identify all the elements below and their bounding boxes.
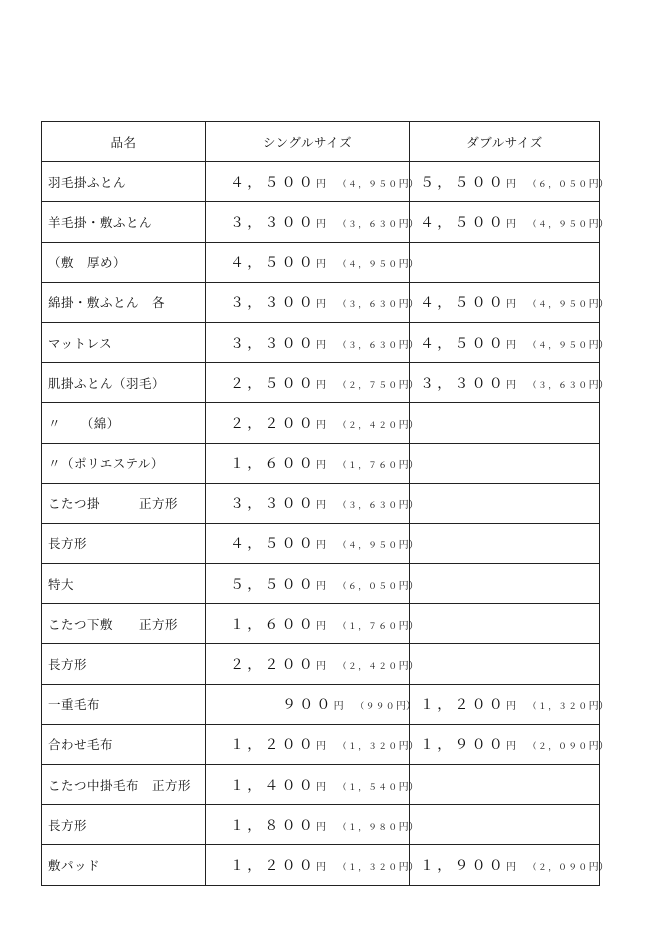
item-name: 〃（ポリエステル）: [42, 443, 206, 483]
price-value: ４，５００: [230, 255, 316, 272]
double-price-cell: [410, 242, 600, 282]
tax-yen-unit: 円）: [398, 178, 419, 190]
price-value: ４，５００: [230, 536, 316, 553]
tax-yen-unit: 円）: [398, 460, 419, 472]
item-name: （敷 厚め）: [42, 242, 206, 282]
item-name: 合わせ毛布: [42, 724, 206, 764]
price-value: １，６００: [230, 456, 316, 473]
yen-unit: 円: [316, 620, 326, 632]
item-name: 長方形: [42, 805, 206, 845]
yen-unit: 円: [316, 460, 326, 472]
single-price-cell: [206, 322, 419, 362]
yen-unit: 円: [316, 259, 326, 271]
price-value: ２，２００: [230, 657, 316, 674]
price-value: ４，５００: [230, 174, 316, 191]
tax-yen-unit: 円）: [588, 178, 609, 190]
single-price-cell: [206, 805, 419, 845]
single-price-cell: [206, 684, 417, 724]
double-price-cell: [410, 322, 609, 362]
header-item-name: 品名: [42, 122, 206, 162]
yen-unit: 円: [506, 741, 516, 753]
price-value: ９００: [282, 697, 334, 714]
tax-included-price: （１，３２０: [528, 702, 589, 713]
tax-included-price: （２，０９０: [528, 862, 589, 873]
item-name: 綿掛・敷ふとん 各: [42, 282, 206, 322]
tax-yen-unit: 円）: [398, 540, 419, 552]
price-value: １，６００: [230, 616, 316, 633]
tax-included-price: （９９０: [355, 702, 397, 713]
tax-yen-unit: 円）: [398, 620, 419, 632]
double-price-cell: [410, 363, 609, 403]
yen-unit: 円: [333, 701, 344, 713]
single-price-cell: [206, 644, 419, 684]
tax-yen-unit: 円）: [398, 741, 419, 753]
price-value: ２，２００: [230, 415, 316, 432]
tax-yen-unit: 円）: [588, 741, 609, 753]
price-value: ３，３００: [230, 335, 316, 352]
double-price-cell: [410, 765, 600, 805]
price-value: ３，３００: [230, 214, 316, 231]
double-price-cell: [410, 523, 600, 563]
price-value: ３，３００: [230, 295, 316, 312]
yen-unit: 円: [316, 861, 326, 873]
yen-unit: 円: [506, 701, 516, 713]
yen-unit: 円: [316, 218, 326, 230]
table-row: [42, 644, 600, 684]
price-table: [41, 121, 609, 886]
yen-unit: 円: [506, 861, 516, 873]
item-name: こたつ掛 正方形: [42, 483, 206, 523]
double-price-cell: [410, 684, 609, 724]
tax-yen-unit: 円）: [588, 218, 609, 230]
yen-unit: 円: [506, 299, 516, 311]
price-value: １，２００: [230, 737, 316, 754]
double-price-cell: [410, 724, 609, 764]
item-name: 羊毛掛・敷ふとん: [42, 202, 206, 242]
single-price-cell: [206, 564, 419, 604]
tax-included-price: （３，６３０: [338, 340, 399, 351]
table-row: [42, 523, 600, 563]
tax-included-price: （４，９５０: [528, 300, 589, 311]
tax-yen-unit: 円）: [398, 419, 419, 431]
table-row: [42, 202, 600, 242]
table-row: [42, 805, 600, 845]
yen-unit: 円: [316, 419, 326, 431]
header-row: [42, 122, 600, 162]
price-value: １，９００: [420, 737, 506, 754]
price-sheet: [41, 121, 609, 886]
yen-unit: 円: [316, 500, 326, 512]
tax-yen-unit: 円）: [398, 861, 419, 873]
single-price-cell: [206, 202, 419, 242]
tax-included-price: （２，４２０: [338, 420, 399, 431]
single-price-cell: [206, 523, 419, 563]
table-row: [42, 483, 600, 523]
tax-yen-unit: 円）: [588, 339, 609, 351]
header-single-size: シングルサイズ: [206, 122, 410, 162]
item-name: 長方形: [42, 523, 206, 563]
tax-included-price: （１，３２０: [338, 862, 399, 873]
tax-included-price: （３，６３０: [338, 219, 399, 230]
single-price-cell: [206, 443, 419, 483]
yen-unit: 円: [316, 741, 326, 753]
tax-yen-unit: 円）: [398, 299, 419, 311]
tax-included-price: （２，７５０: [338, 380, 399, 391]
tax-included-price: （４，９５０: [528, 219, 589, 230]
double-price-cell: [410, 604, 600, 644]
table-row: [42, 242, 600, 282]
single-price-cell: [206, 724, 419, 764]
double-price-cell: [410, 805, 600, 845]
price-value: ４，５００: [420, 214, 506, 231]
table-row: [42, 684, 600, 724]
tax-included-price: （１，７６０: [338, 461, 399, 472]
price-value: ２，５００: [230, 375, 316, 392]
tax-yen-unit: 円）: [398, 339, 419, 351]
yen-unit: 円: [316, 178, 326, 190]
price-value: ５，５００: [420, 174, 506, 191]
tax-yen-unit: 円）: [398, 218, 419, 230]
yen-unit: 円: [316, 339, 326, 351]
price-value: １，２００: [420, 697, 506, 714]
double-price-cell: [410, 564, 600, 604]
item-name: 一重毛布: [42, 684, 206, 724]
single-price-cell: [206, 403, 419, 443]
price-value: １，８００: [230, 817, 316, 834]
tax-included-price: （６，０５０: [528, 179, 589, 190]
yen-unit: 円: [506, 218, 516, 230]
tax-yen-unit: 円）: [398, 379, 419, 391]
price-value: ３，３００: [230, 496, 316, 513]
table-row: [42, 282, 600, 322]
item-name: こたつ中掛毛布 正方形: [42, 765, 206, 805]
tax-included-price: （２，０９０: [528, 742, 589, 753]
yen-unit: 円: [316, 781, 326, 793]
item-name: 長方形: [42, 644, 206, 684]
tax-yen-unit: 円）: [588, 379, 609, 391]
price-value: ５，５００: [230, 576, 316, 593]
tax-included-price: （１，３２０: [338, 742, 399, 753]
item-name: 特大: [42, 564, 206, 604]
double-price-cell: [410, 162, 609, 202]
double-price-cell: [410, 845, 609, 885]
tax-included-price: （３，６３０: [338, 501, 399, 512]
table-row: [42, 765, 600, 805]
yen-unit: 円: [316, 580, 326, 592]
double-price-cell: [410, 483, 600, 523]
yen-unit: 円: [316, 299, 326, 311]
tax-yen-unit: 円）: [398, 661, 419, 673]
double-price-cell: [410, 282, 609, 322]
double-price-cell: [410, 202, 609, 242]
tax-included-price: （１，７６０: [338, 621, 399, 632]
tax-included-price: （４，９５０: [338, 179, 399, 190]
tax-yen-unit: 円）: [398, 781, 419, 793]
single-price-cell: [206, 242, 419, 282]
tax-included-price: （２，４２０: [338, 662, 399, 673]
table-row: [42, 162, 600, 202]
yen-unit: 円: [316, 661, 326, 673]
table-row: [42, 403, 600, 443]
yen-unit: 円: [506, 379, 516, 391]
single-price-cell: [206, 604, 419, 644]
price-value: ３，３００: [420, 375, 506, 392]
tax-yen-unit: 円）: [398, 580, 419, 592]
table-row: [42, 564, 600, 604]
tax-included-price: （４，９５０: [338, 541, 399, 552]
double-price-cell: [410, 644, 600, 684]
tax-included-price: （１，９８０: [338, 822, 399, 833]
double-price-cell: [410, 403, 600, 443]
single-price-cell: [206, 845, 419, 885]
double-price-cell: [410, 443, 600, 483]
item-name: こたつ下敷 正方形: [42, 604, 206, 644]
header-double-size: ダブルサイズ: [410, 122, 600, 162]
table-row: [42, 322, 600, 362]
item-name: 〃 （綿）: [42, 403, 206, 443]
price-value: ４，５００: [420, 335, 506, 352]
price-value: １，４００: [230, 777, 316, 794]
tax-yen-unit: 円）: [398, 821, 419, 833]
yen-unit: 円: [316, 379, 326, 391]
price-value: １，９００: [420, 857, 506, 874]
tax-included-price: （１，５４０: [338, 782, 399, 793]
price-value: ４，５００: [420, 295, 506, 312]
single-price-cell: [206, 162, 419, 202]
yen-unit: 円: [506, 339, 516, 351]
tax-included-price: （６，０５０: [338, 581, 399, 592]
single-price-cell: [206, 363, 419, 403]
item-name: 敷パッド: [42, 845, 206, 885]
item-name: 羽毛掛ふとん: [42, 162, 206, 202]
single-price-cell: [206, 282, 419, 322]
item-name: 肌掛ふとん（羽毛）: [42, 363, 206, 403]
yen-unit: 円: [316, 540, 326, 552]
yen-unit: 円: [506, 178, 516, 190]
tax-included-price: （３，６３０: [338, 300, 399, 311]
single-price-cell: [206, 765, 419, 805]
item-name: マットレス: [42, 322, 206, 362]
single-price-cell: [206, 483, 419, 523]
tax-yen-unit: 円）: [588, 701, 609, 713]
price-rows: [42, 162, 609, 885]
tax-included-price: （４，９５０: [338, 260, 399, 271]
table-row: [42, 363, 600, 403]
table-row: [42, 443, 600, 483]
tax-included-price: （４，９５０: [528, 340, 589, 351]
tax-included-price: （３，６３０: [528, 380, 589, 391]
tax-yen-unit: 円）: [588, 861, 609, 873]
table-row: [42, 724, 600, 764]
price-value: １，２００: [230, 857, 316, 874]
yen-unit: 円: [316, 821, 326, 833]
table-row: [42, 845, 600, 885]
tax-yen-unit: 円）: [398, 259, 419, 271]
tax-yen-unit: 円）: [398, 500, 419, 512]
table-row: [42, 604, 600, 644]
tax-yen-unit: 円）: [588, 299, 609, 311]
tax-yen-unit: 円）: [396, 701, 417, 713]
